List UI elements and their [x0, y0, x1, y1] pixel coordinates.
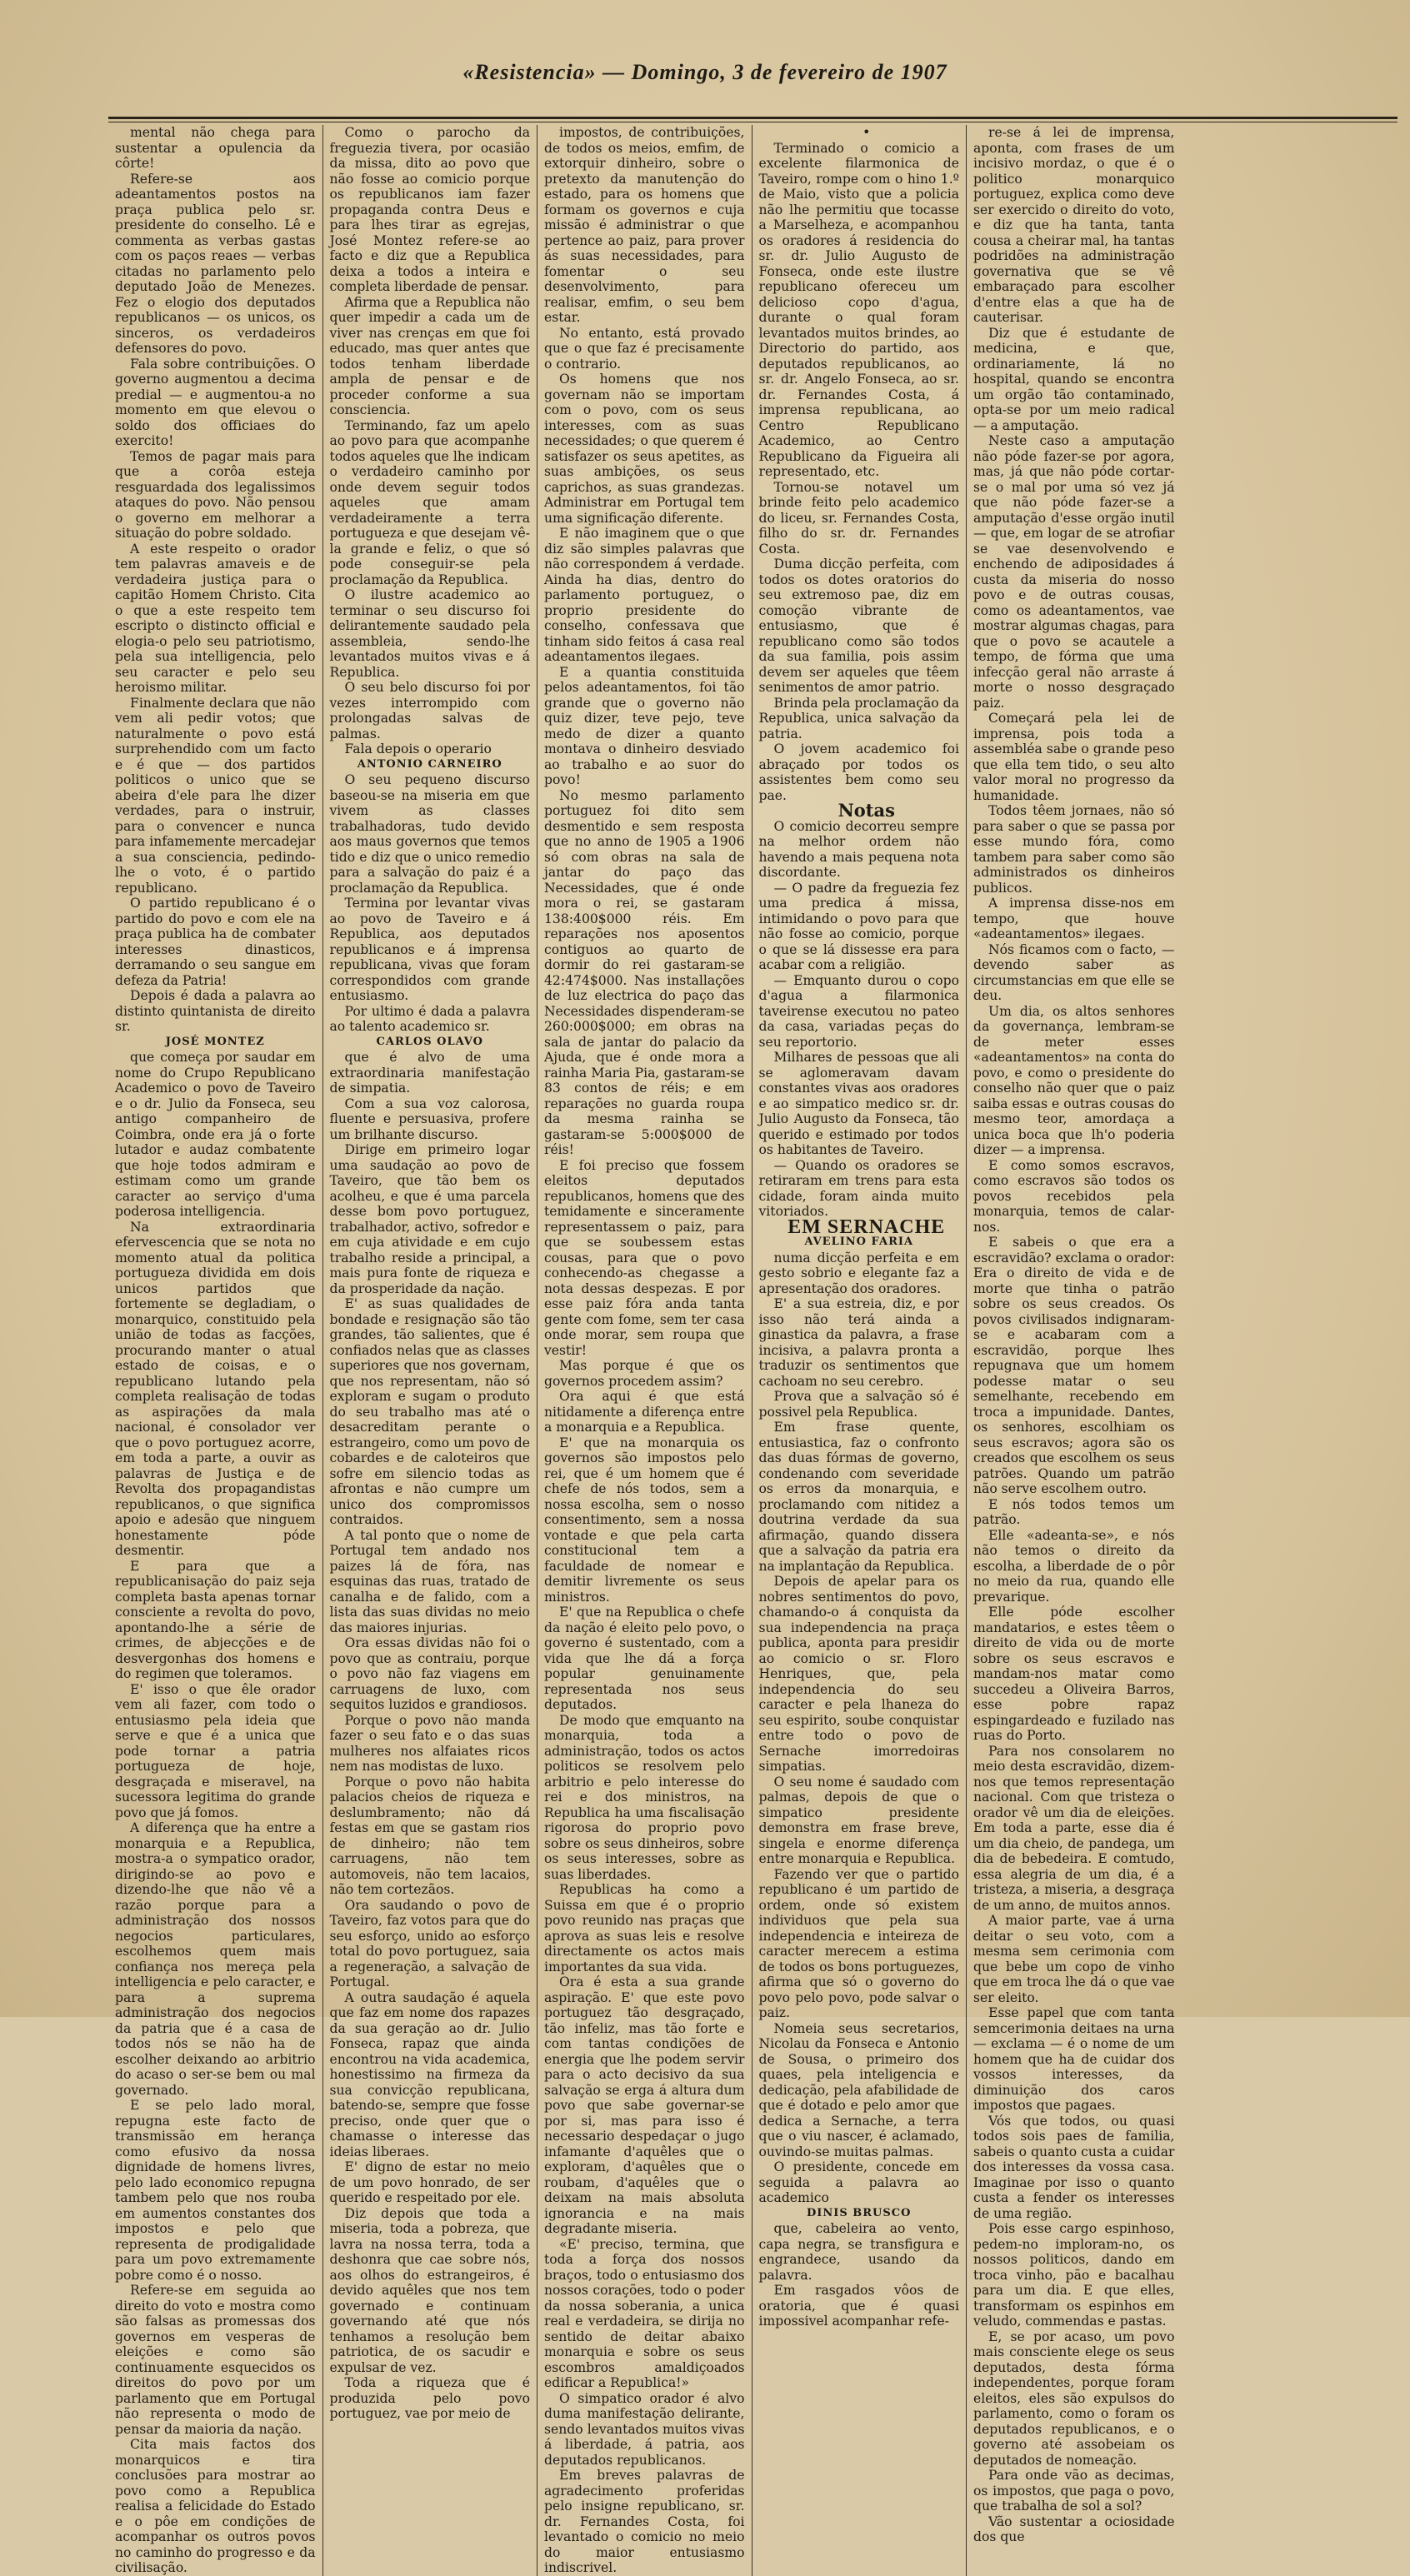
article-paragraph: Finalmente declara que não vem ali pedir votos; que naturalmente o povo está surprehendido com um facto e é que — dos partidos politicos o unico que se abeira d'ele para lhe dizer verdades, para o instruir, para o convencer e nunca para infamemente mercadejar a sua consciencia, pedindo-lhe o voto, é o partido republicano.	[115, 695, 316, 896]
speaker-name: DINIS BRUSCO	[807, 2206, 912, 2219]
article-paragraph: Afirma que a Republica não quer impedir a cada um de viver nas crenças em que foi educado, mas quer antes que todos tenham liberdade ampla de pensar e de proceder conforme a sua consciencia.	[329, 294, 530, 417]
article-paragraph: Milhares de pessoas que ali se aglomeravam davam constantes vivas aos oradores e ao simpatico medico sr. dr. Julio Augusto da Fonseca, tão querido e estimado por todos os habitantes de Taveiro.	[758, 1050, 959, 1157]
article-paragraph: numa dicção perfeita e em gesto sobrio e elegante faz a apresentação dos oradores.	[758, 1250, 959, 1296]
article-paragraph: mental não chega para sustentar a opulencia da côrte!	[115, 125, 316, 171]
column-1	[108, 125, 323, 2576]
article-paragraph: Em breves palavras de agradecimento proferidas pelo insigne republicano, sr. dr. Fernandes Costa, foi levantado o comicio no meio do maior entusiasmo indiscrivel.	[544, 2468, 745, 2575]
article-paragraph: No entanto, está provado que o que faz é precisamente o contrario.	[544, 325, 745, 372]
article-paragraph: Dirige em primeiro logar uma saudação ao povo de Taveiro, que tão bem os acolheu, e que é uma parcela desse bom povo portuguez, trabalhador, activo, sofredor e em cuja atividade e em cujo trabalho reside a principal, a mais pura fonte de riqueza e da prosperidade da nação.	[329, 1142, 530, 1296]
article-paragraph: — O padre da freguezia fez uma predica á missa, intimidando o povo para que não fosse ao comicio, porque o que se lá dissesse era para acabar com a religião.	[758, 880, 959, 972]
article-paragraph: Fazendo ver que o partido republicano é um partido de ordem, onde só existem individuos que pela sua independencia e inteireza de caracter merecem a estima de todos os bons portuguezes, afirma que só o governo do povo pelo povo, pode salvar o paiz.	[758, 1866, 959, 2020]
article-paragraph: Elle «adeanta-se», e nós não temos o direito da escolha, a liberdade de o pôr no meio da rua, quando elle prevarique.	[973, 1527, 1175, 1605]
article-paragraph: E sabeis o que era a escravidão? exclama o orador: Era o direito de vida e de morte que tinha o patrão sobre os seus creados. Os povos civilisados indignaram-se e acabaram com a escravidão, porque lhes repugnava que um homem podesse matar o seu semelhante, recebendo em troca a impunidade. Dantes, os senhores, escolhiam os seus escravos; agora são os creados que escolhem os seus patrões. Quando um patrão não serve escolhem outro.	[973, 1235, 1175, 1496]
section-headline: EM SERNACHE	[788, 1216, 946, 1238]
article-paragraph: «E' preciso, termina, que toda a força dos nossos braços, todo o entusiasmo dos nossos corações, todo o poder da nossa soberania, a unica real e verdadeira, se dirija no sentido de deitar abaixo monarquia e sobre os seus escombros amaldiçoados edificar a Republica!»	[544, 2236, 745, 2390]
article-paragraph: A outra saudação é aquela que faz em nome dos rapazes da sua geração ao dr. Julio Fonseca, rapaz que ainda encontrou na vida academica, honestissimo na firmeza da sua convicção republicana, batendo-se, sempre que fosse preciso, onde quer que o chamasse o interesse das ideias liberaes.	[329, 1989, 530, 2159]
article-paragraph: A maior parte, vae á urna deitar o seu voto, com a mesma sem cerimonia com que bebe um copo de vinho que em troca lhe dá o que vae ser eleito.	[973, 1913, 1175, 2005]
article-paragraph: Para onde vão as decimas, os impostos, que paga o povo, que trabalha de sol a sol?	[973, 2468, 1175, 2514]
article-paragraph: que é alvo de uma extraordinaria manifestação de simpatia.	[329, 1050, 530, 1096]
article-paragraph: Pois esse cargo espinhoso, pedem-no imploram-no, os nossos politicos, dando em troca vinho, pão e bacalhau para um dia. E que elles, transformam os espinhos em veludo, commendas e pastas.	[973, 2221, 1175, 2329]
article-paragraph: O jovem academico foi abraçado por todos os assistentes bem como seu pae.	[758, 741, 959, 803]
speaker-name: CARLOS OLAVO	[376, 1035, 483, 1048]
article-paragraph: A imprensa disse-nos em tempo, que houve «adeantamentos» ilegaes.	[973, 896, 1175, 941]
article-paragraph: Fala sobre contribuições. O governo augmentou a decima predial — e augmentou-a no momento em que elevou o soldo dos officiaes do exercito!	[115, 356, 316, 448]
masthead-text: «Resistencia» — Domingo, 3 de fevereiro de 1907	[462, 60, 948, 84]
column-4	[752, 125, 968, 2576]
article-paragraph: Cita mais factos dos monarquicos e tira conclusões para mostrar ao povo como a Republica realisa a felicidade do Estado e o pôe em condições de acompanhar os outros povos no caminho do progresso e da civilisação.	[115, 2437, 316, 2575]
article-paragraph: que, cabeleira ao vento, capa negra, se transfigura e engrandece, usando da palavra.	[758, 2221, 959, 2283]
article-paragraph: Refere-se aos adeantamentos postos na praça publica pelo sr. presidente do conselho. Lê e commenta as verbas gastas com os paços reaes — verbas citadas no parlamento pelo deputado João de Menezes. Fez o elogio dos deputados republicanos — os unicos, os sinceros, os verdadeiros defensores do povo.	[115, 171, 316, 356]
article-paragraph: E' digno de estar no meio de um povo honrado, de ser querido e respeitado por ele.	[329, 2159, 530, 2205]
article-paragraph: Nós ficamos com o facto, — devendo saber as circumstancias em que elle se deu.	[973, 941, 1175, 1003]
speaker-name: JOSÉ MONTEZ	[165, 1035, 265, 1048]
article-paragraph: Um dia, os altos senhores da governança, lembram-se de meter esses «adeantamentos» na conta do povo, e como o presidente do conselho não quer que o paiz saiba essas e outras cousas do mesmo teor, amordaça a unica boca que lh'o poderia dizer — a imprensa.	[973, 1003, 1175, 1157]
speaker-name: ANTONIO CARNEIRO	[357, 757, 502, 771]
column-5	[967, 125, 1182, 2576]
article-paragraph: O comicio decorreu sempre na melhor ordem não havendo a mais pequena nota discordante.	[758, 818, 959, 880]
article-paragraph: Depois de apelar para os nobres sentimentos do povo, chamando-o á conquista da sua independencia na praça publica, aponta para presidir ao comicio o sr. Floro Henriques, que, pela independencia do seu caracter e pela lhaneza do seu espirito, soube conquistar entre todo o povo de Sernache imorredoiras simpatias.	[758, 1574, 959, 1774]
article-paragraph: Temos de pagar mais para que a corôa esteja resguardada dos legalissimos ataques do povo. Não pensou o governo em melhorar a situação do pobre soldado.	[115, 448, 316, 541]
section-subhead: Notas	[838, 800, 895, 821]
article-paragraph: A diferença que ha entre a monarquia e a Republica, mostra-a o sympatico orador, dirigindo-se ao povo e dizendo-lhe que não vê a razão porque para a administração dos nossos negocios particulares, escolhemos quem mais confiança nos mereça pela intelligencia e pelo caracter, e para a suprema administração dos negocios da patria que é a casa de todos nós se não ha de escolher deixando ao arbitrio do acaso o ser-se bem ou mal governado.	[115, 1820, 316, 2098]
article-paragraph: Na extraordinaria efervescencia que se nota no momento atual da politica portugueza dividida em dois unicos partidos que fortemente se degladiam, o monarquico, constituido pela união de todas as facções, procurando manter o atual estado de coisas, e o republicano lutando pela completa realisação de todas as aspirações da mala nacional, é consolador ver que o povo portuguez acorre, em toda a parte, a ouvir as palavras de Justiça e de Revolta dos propagandistas republicanos, o que significa apoio e adesão que ninguem honestamente póde desmentir.	[115, 1219, 316, 1558]
columns	[108, 125, 1396, 2575]
article-paragraph: Ora saudando o povo de Taveiro, faz votos para que do seu esforço, unido ao esforço total do povo portuguez, saia a regeneração, a salvação de Portugal.	[329, 1897, 530, 1989]
article-paragraph: Porque o povo não habita palacios cheios de riqueza e deslumbramento; não dá festas em que se gastam rios de dinheiro; não tem carruagens, não tem automoveis, não tem lacaios, não tem cortezãos.	[329, 1774, 530, 1897]
article-paragraph: Vão sustentar a ociosidade dos que	[973, 2514, 1175, 2544]
article-paragraph: Todos têem jornaes, não só para saber o que se passa por esse mundo fóra, como tambem para saber como são administrados os dinheiros publicos.	[973, 803, 1175, 896]
article-paragraph: Duma dicção perfeita, com todos os dotes oratorios do seu extremoso pae, diz em comoção vibrante de entusiasmo, que é republicano como são todos da sua familia, pois assim devem ser aqueles que têem senimentos de amor patrio.	[758, 557, 959, 695]
article-paragraph: Elle póde escolher mandatarios, e estes têem o direito de vida ou de morte sobre os seus escravos e mandam-nos matar como succedeu a Oliveira Barros, esse pobre rapaz espingardeado e fuzilado nas ruas do Porto.	[973, 1605, 1175, 1743]
article-paragraph: A tal ponto que o nome de Portugal tem andado nos paizes lá de fóra, nas esquinas das ruas, tratado de canalha e de falido, com a lista das suas dividas no meio das maiores injurias.	[329, 1527, 530, 1635]
article-paragraph: Vós que todos, ou quasi todos sois paes de familia, sabeis o quanto custa a cuidar dos interesses da vossa casa. Imaginae por isso o quanto custa a fender os interesses de uma região.	[973, 2113, 1175, 2221]
column-2	[323, 125, 538, 2576]
article-paragraph: Em rasgados vôos de oratoria, que é quasi impossivel acompanhar refe-	[758, 2283, 959, 2329]
column-3	[538, 125, 752, 2576]
article-paragraph: E' as suas qualidades de bondade e resignação são tão grandes, tão salientes, que é confiados nelas que as classes superiores que nos governam, que nos representam, não só exploram e sugam o produto do seu trabalho mas até o desacreditam perante o estrangeiro, como um povo de cobardes e de caloteiros que sofre em silencio todas as afrontas e não cumpre um unico dos compromissos contraidos.	[329, 1296, 530, 1527]
separator-dot: •	[862, 125, 871, 140]
article-paragraph: O seu pequeno discurso baseou-se na miseria em que vivem as classes trabalhadoras, tudo devido aos maus governos que temos tido e diz que o unico remedio para a salvação do paiz é a proclamação da Republica.	[329, 772, 530, 896]
article-paragraph: Esse papel que com tanta semcerimonia deitaes na urna — exclama — é o nome de um homem que ha de cuidar dos vossos interesses, da diminuição dos caros impostos que pagaes.	[973, 2005, 1175, 2113]
article-paragraph: E' que na Republica o chefe da nação é eleito pelo povo, o governo é sustentado, com a vida que lhe dá a força popular genuinamente representada nos seus deputados.	[544, 1605, 745, 1712]
article-paragraph: E, se por acaso, um povo mais consciente elege os seus deputados, desta fórma independentes, porque foram eleitos, eles são expulsos do parlamento, como o foram os deputados republicanos, e o governo até assobeiam os deputados de nomeação.	[973, 2329, 1175, 2468]
article-paragraph: Porque o povo não manda fazer o seu fato e o das suas mulheres nos alfaiates ricos nem nas modistas de luxo.	[329, 1712, 530, 1774]
article-paragraph: Terminando, faz um apelo ao povo para que acompanhe todos aqueles que lhe indicam o verdadeiro caminho por onde devem seguir todos aqueles que amam verdadeiramente a terra portugueza e que desejam vê-la grande e feliz, o que só pode conseguir-se pela proclamação da Republica.	[329, 417, 530, 587]
article-paragraph: Refere-se em seguida ao direito do voto e mostra como são falsas as promessas dos governos em vesperas de eleições e como são continuamente esquecidos os direitos do povo por um parlamento que em Portugal não representa o modo de pensar da maioria da nação.	[115, 2283, 316, 2437]
article-paragraph: Começará pela lei de imprensa, pois toda a assembléa sabe o grande peso que ella tem tido, o seu alto valor moral no progresso da humanidade.	[973, 711, 1175, 803]
article-paragraph: Toda a riqueza que é produzida pelo povo portuguez, vae por meio de	[329, 2375, 530, 2421]
article-paragraph: impostos, de contribuições, de todos os meios, emfim, de extorquir dinheiro, sobre o pretexto da manutenção do estado, para os homens que formam os governos e cuja missão é administrar o que pertence ao paiz, para prover ás suas necessidades, para fomentar o seu desenvolvimento, para realisar, emfim, o seu bem estar.	[544, 125, 745, 325]
article-paragraph: — Quando os oradores se retiraram em trens para esta cidade, foram ainda muito vitoriados.	[758, 1157, 959, 1219]
article-paragraph: Neste caso a amputação não póde fazer-se por agora, mas, já que não póde cortar-se o mal por uma só vez já que não póde fazer-se a amputação d'esse orgão inutil — que, em logar de se atrofiar se vae desenvolvendo e enchendo de adiposidades á custa da miseria do nosso povo e de outras cousas, como os adeantamentos, vae mostrar algumas chagas, para que o povo se acautele a tempo, de fórma que uma infecção geral não arraste á morte o nosso desgraçado paiz.	[973, 433, 1175, 711]
article-paragraph: E para que a republicanisação do paiz seja completa basta apenas tornar consciente a revolta do povo, apontando-lhe a série de crimes, de abjecções e de desvergonhas dos homens e do regimen que toleramos.	[115, 1558, 316, 1681]
article-paragraph: O presidente, concede em seguida a palavra ao academico	[758, 2159, 959, 2205]
article-paragraph: Depois é dada a palavra ao distinto quintanista de direito sr.	[115, 988, 316, 1034]
article-paragraph: — Emquanto durou o copo d'agua a filarmonica taveirense executou no pateo da casa, variadas peças do seu reportorio.	[758, 972, 959, 1050]
article-paragraph: Os homens que nos governam não se importam com o povo, com os seus interesses, com as suas necessidades; o que querem é satisfazer os seus apetites, as suas ambições, os seus caprichos, as suas grandezas. Administrar em Portugal tem uma significação diferente.	[544, 372, 745, 526]
page-header	[0, 60, 1410, 93]
article-paragraph: Nomeia seus secretarios, Nicolau da Fonseca e Antonio de Sousa, o primeiro dos quaes, pela inteligencia e dedicação, pela afabilidade de que é dotado e pelo amor que dedica a Sernache, a terra que o viu nascer, é aclamado, ouvindo-se muitas palmas.	[758, 2020, 959, 2159]
article-paragraph: Ora é esta a sua grande aspiração. E' que este povo portuguez tão desgraçado, tão infeliz, mas tão forte e com tantas condições de energia que lhe podem servir para o acto decisivo da sua salvação se erga á altura dum povo que sabe governar-se por si, mas para isso é necessario despedaçar o jugo infamante d'aquêles que o exploram, d'aquêles que o roubam, d'aquêles que o deixam na mais absoluta ignorancia e na mais degradante miseria.	[544, 1974, 745, 2236]
article-paragraph: Mas porque é que os governos procedem assim?	[544, 1358, 745, 1389]
article-paragraph: Prova que a salvação só é possivel pela Republica.	[758, 1389, 959, 1420]
article-paragraph: Brinda pela proclamação da Republica, unica salvação da patria.	[758, 695, 959, 741]
article-paragraph: Tornou-se notavel um brinde feito pelo academico do liceu, sr. Fernandes Costa, filho do sr. dr. Fernandes Costa.	[758, 479, 959, 557]
article-paragraph: E' a sua estreia, diz, e por isso não terá ainda a ginastica da palavra, a frase incisiva, a palavra pronta a traduzir os sentimentos que cachoam no seu cerebro.	[758, 1296, 959, 1389]
article-paragraph: E como somos escravos, como escravos são todos os povos recebidos pela monarquia, temos de calar-nos.	[973, 1157, 1175, 1235]
article-paragraph: Como o parocho da freguezia tivera, por ocasião da missa, dito ao povo que não fosse ao comicio porque os republicanos iam fazer propaganda contra Deus e para lhes tirar as egrejas, José Montez refere-se ao facto e diz que a Republica deixa a todos a inteira e completa liberdade de pensar.	[329, 125, 530, 294]
speaker-name: AVELINO FARIA	[804, 1236, 914, 1248]
article-paragraph: E nós todos temos um patrão.	[973, 1496, 1175, 1527]
article-paragraph: Por ultimo é dada a palavra ao talento academico sr.	[329, 1003, 530, 1034]
article-paragraph: Terminado o comicio a excelente filarmonica de Taveiro, rompe com o hino 1.º de Maio, visto que a policia não lhe permitiu que tocasse a Marselheza, e acompanhou os oradores á residencia do sr. dr. Julio Augusto de Fonseca, onde este ilustre republicano ofereceu um delicioso copo d'agua, durante o qual foram levantados muitos brindes, ao Directorio do partido, aos deputados republicanos, ao sr. dr. Angelo Fonseca, ao sr. dr. Fernandes Costa, á imprensa republicana, ao Centro Republicano Academico, ao Centro Republicano da Figueira ali representado, etc.	[758, 140, 959, 479]
article-paragraph: que começa por saudar em nome do Crupo Republicano Academico o povo de Taveiro e o dr. Julio da Fonseca, seu antigo companheiro de Coimbra, onde era já o forte lutador e audaz combatente que hoje todos admiram e estimam como um grande caracter ao serviço d'uma poderosa intelligencia.	[115, 1050, 316, 1219]
article-paragraph: Diz depois que toda a miseria, toda a pobreza, que lavra na nossa terra, toda a deshonra que cae sobre nós, aos olhos do estrangeiros, é devido aquêles que nos tem governado e continuam governando até que nós tenhamos a resolução bem patriotica, de os sacudir e expulsar de vez.	[329, 2205, 530, 2375]
article-paragraph: E não imaginem que o que diz são simples palavras que não correspondem á verdade. Ainda ha dias, dentro do parlamento portuguez, o proprio presidente do conselho, confessava que tinham sido feitos á casa real adeantamentos ilegaes.	[544, 526, 745, 664]
article-paragraph: Para nos consolarem no meio desta escravidão, dizem-nos que temos representação nacional. Com que tristeza o orador vê um dia de eleições. Em toda a parte, esse dia é um dia cheio, de pandega, um dia de bebedeira. E comtudo, essa alegria de um dia, é a tristeza, a miseria, a desgraça de um anno, de muitos annos.	[973, 1743, 1175, 1913]
article-paragraph: O seu nome é saudado com palmas, depois de que o simpatico presidente demonstra em frase breve, singela e enorme diferença entre monarquia e Republica.	[758, 1774, 959, 1866]
article-paragraph: Com a sua voz calorosa, fluente e persuasiva, profere um brilhante discurso.	[329, 1096, 530, 1142]
article-paragraph: O simpatico orador é alvo duma manifestação delirante, sendo levantados muitos vivas á liberdade, á patria, aos deputados republicanos.	[544, 2390, 745, 2468]
article-paragraph: E se pelo lado moral, repugna este facto de transmissão em herança como efusivo da nossa dignidade de homens livres, pelo lado economico repugna tambem pelo que nos rouba em aumentos constantes dos impostos e pelo que representa de prodigalidade para um povo extremamente pobre como é o nosso.	[115, 2098, 316, 2283]
article-paragraph: Em frase quente, entusiastica, faz o confronto das duas fórmas de governo, condenando com severidade os erros da monarquia, e proclamando com nitidez a doutrina verdade da sua afirmação, quando dissera que a salvação da patria era na implantação da Republica.	[758, 1420, 959, 1574]
article-paragraph: O ilustre academico ao terminar o seu discurso foi delirantemente saudado pela assembleia, sendo-lhe levantados muitos vivas e á Republica.	[329, 587, 530, 680]
article-paragraph: No mesmo parlamento portuguez foi dito sem desmentido e sem resposta que no anno de 1905 a 1906 só com obras na sala de jantar do paço das Necessidades, que é onde mora o rei, se gastaram 138:400$000 réis. Em reparações nos aposentos contiguos ao quarto de dormir do rei gastaram-se 42:474$000. Nas installações de luz electrica do paço das Necessidades dispenderam-se 260:000$000; em obras na sala de jantar do palacio da Ajuda, que é onde mora a rainha Maria Pia, gastaram-se 83 contos de réis; e em reparações no guarda roupa da mesma rainha se gastaram-se 5:000$000 de réis!	[544, 787, 745, 1157]
article-paragraph: re-se á lei de imprensa, aponta, com frases de um incisivo mordaz, o que é o politico monarquico portuguez, explica como deve ser exercido o direito do voto, e diz que ha tanta, tanta cousa a cheirar mal, ha tantas podridões na administração governativa que se vê embaraçado para escolher d'entre elas a que ha de cauterisar.	[973, 125, 1175, 325]
article-paragraph: A este respeito o orador tem palavras amaveis e de verdadeira justiça para o capitão Homem Christo. Cita o que a este respeito tem escripto o distincto official e elogia-o pelo seu patriotismo, pela sua intelligencia, pelo seu caracter e pelo seu heroismo militar.	[115, 541, 316, 695]
article-paragraph: E' que na monarquia os governos são impostos pelo rei, que é um homem que é chefe de nós todos, sem a nossa escolha, sem o nosso consentimento, sem a nossa vontade e que pela carta constitucional tem a faculdade de nomear e demitir livremente os seus ministros.	[544, 1435, 745, 1605]
article-paragraph: O seu belo discurso foi por vezes interrompido com prolongadas salvas de palmas.	[329, 680, 530, 741]
article-paragraph: Fala depois o operario	[344, 741, 492, 756]
article-paragraph: E' isso o que êle orador vem ali fazer, com todo o entusiasmo pela ideia que serve e que é a unica que pode tornar a patria portugueza de hoje, desgraçada e miseravel, na sucessora legitima do grande povo que já fomos.	[115, 1681, 316, 1820]
article-paragraph: De modo que emquanto na monarquia, toda a administração, todos os actos politicos se resolvem pelo arbitrio e pelo interesse do rei e dos ministros, na Republica ha uma fiscalisação rigorosa do proprio povo sobre os seus dinheiros, sobre os seus interesses, sobre as suas liberdades.	[544, 1712, 745, 1882]
article-paragraph: E a quantia constituida pelos adeantamentos, foi tão grande que o governo não quiz dizer, teve pejo, teve medo de dizer a quanto montava o dinheiro desviado ao trabalho e ao suor do povo!	[544, 664, 745, 787]
article-paragraph: O partido republicano é o partido do povo e com ele na praça publica ha de combater interesses dinasticos, derramando o seu sangue em defeza da Patria!	[115, 896, 316, 988]
article-paragraph: Ora essas dividas não foi o povo que as contraiu, porque o povo não faz viagens em carruagens de luxo, com sequitos luzidos e grandiosos.	[329, 1635, 530, 1712]
article-paragraph: Republicas ha como a Suissa em que é o proprio povo reunido nas praças que aprova as suas leis e resolve directamente os actos mais importantes da sua vida.	[544, 1882, 745, 1974]
article-paragraph: E foi preciso que fossem eleitos deputados republicanos, homens que des temidamente e sinceramente representassem o paiz, para que se soubessem estas cousas, para que o povo conhecendo-as chegasse a nota dessas despezas. E por esse paiz fóra anda tanta gente com fome, sem ter casa onde morar, sem roupa que vestir!	[544, 1157, 745, 1358]
article-paragraph: Ora aqui é que está nitidamente a diferença entre a monarquia e a Republica.	[544, 1389, 745, 1435]
article-paragraph: Termina por levantar vivas ao povo de Taveiro e á Republica, aos deputados republicanos e á imprensa republicana, vivas que foram correspondidos com grande entusiasmo.	[329, 896, 530, 1003]
header-rule	[108, 117, 1398, 119]
article-paragraph: Diz que é estudante de medicina, e que, ordinariamente, lá no hospital, quando se encontra um orgão tão contaminado, opta-se por um meio radical — a amputação.	[973, 325, 1175, 433]
